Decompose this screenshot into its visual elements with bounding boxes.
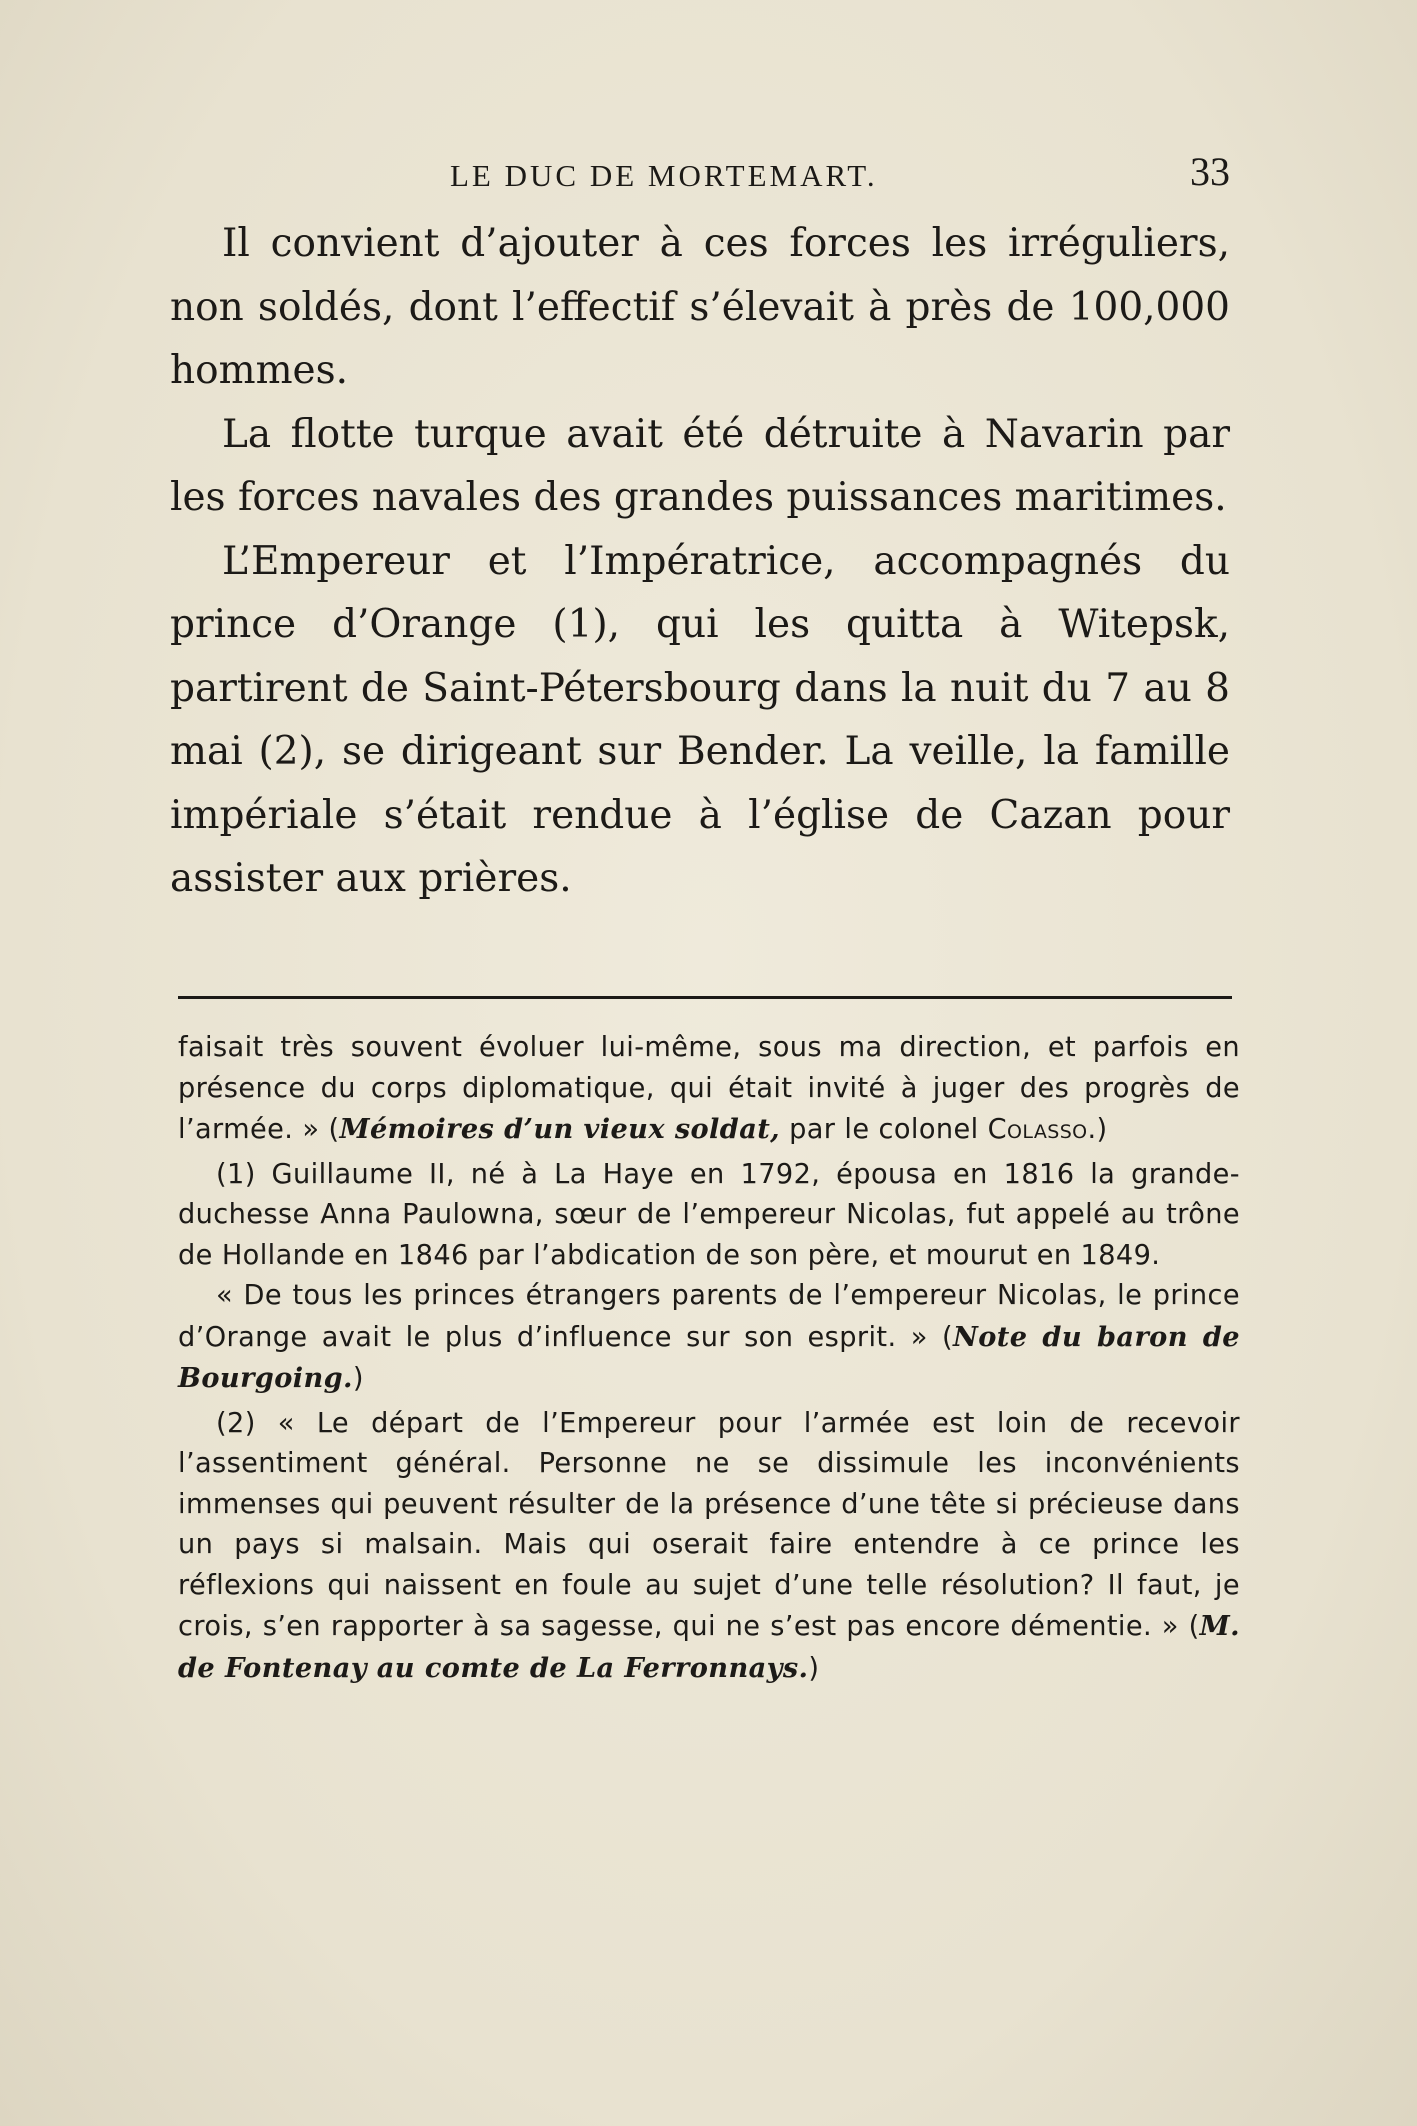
paragraph-1: Il convient d’ajouter à ces forces les irréguliers, non soldés, dont l’effectif s’élevait à près de 100,000 hommes.: [170, 221, 1230, 393]
footnote-2-source: M. de Fontenay au comte de La Ferronnays.: [178, 1610, 1240, 1684]
footnote-continuation: [178, 1028, 1240, 1151]
paragraph-3: L’Empereur et l’Impératrice, accompagnés du prince d’Orange (1), qui les quitta à Witepsk, partirent de Saint-Pétersbourg dans la nuit du 7 au 8 mai (2), se dirigeant sur Bender. La veille, la famille impériale s’était rendue à l’église de Cazan pour assister aux prières.: [170, 538, 1230, 901]
footnote-continuation-author: Colasso: [987, 1114, 1088, 1145]
footnote-2-text: (2) « Le départ de l’Empereur pour l’armée est loin de recevoir l’assentiment général. Personne ne se dissimule les inconvénients immenses qui peuvent résulter de la présence d’une tête si précieuse dans un pays si malsain. Mais qui oserait faire entendre à ce prince les réflexions qui naissent en foule au sujet d’une telle résolution? Il faut, je crois, s’en rapporter à sa sagesse, qui ne s’est pas encore démentie. » (: [178, 1407, 1240, 1642]
footnote-1-end: ): [352, 1363, 364, 1394]
running-head: [170, 148, 1230, 198]
footnote-2-end: ): [808, 1652, 820, 1684]
main-text: [170, 212, 1230, 911]
page-number: 33: [1190, 149, 1230, 194]
footnote-1-quote: [178, 1276, 1240, 1400]
paragraph-2: La flotte turque avait été détruite à Navarin par les forces navales des grandes puissances maritimes.: [170, 411, 1230, 520]
running-title: LE DUC DE MORTEMART.: [450, 158, 878, 193]
footnote-1: (1) Guillaume II, né à La Haye en 1792, épousa en 1816 la grande-duchesse Anna Paulowna, sœur de l’empereur Nicolas, fut appelé au trône de Hollande en 1846 par l’abdication de son père, et mourut en 1849.: [178, 1158, 1240, 1271]
footnote-2: [178, 1404, 1240, 1690]
footnote-continuation-source: Mémoires d’un vieux soldat,: [339, 1113, 781, 1145]
footnote-continuation-end: .): [1087, 1114, 1108, 1145]
footnote-1-quote-text: « De tous les princes étrangers parents de l’empereur Nicolas, le prince d’Orange avait le plus d’influence sur son esprit. » (: [178, 1280, 1240, 1353]
footnotes: [178, 1028, 1240, 1689]
footnote-1-source: Note du baron de Bourgoing.: [178, 1320, 1240, 1394]
footnote-continuation-by: par le colonel: [780, 1114, 988, 1145]
footnote-continuation-text: faisait très souvent évoluer lui-même, sous ma direction, et parfois en présence du corps diplomatique, qui était invité à juger des progrès de l’armée. » (: [178, 1032, 1240, 1145]
footnote-rule: [178, 996, 1232, 999]
